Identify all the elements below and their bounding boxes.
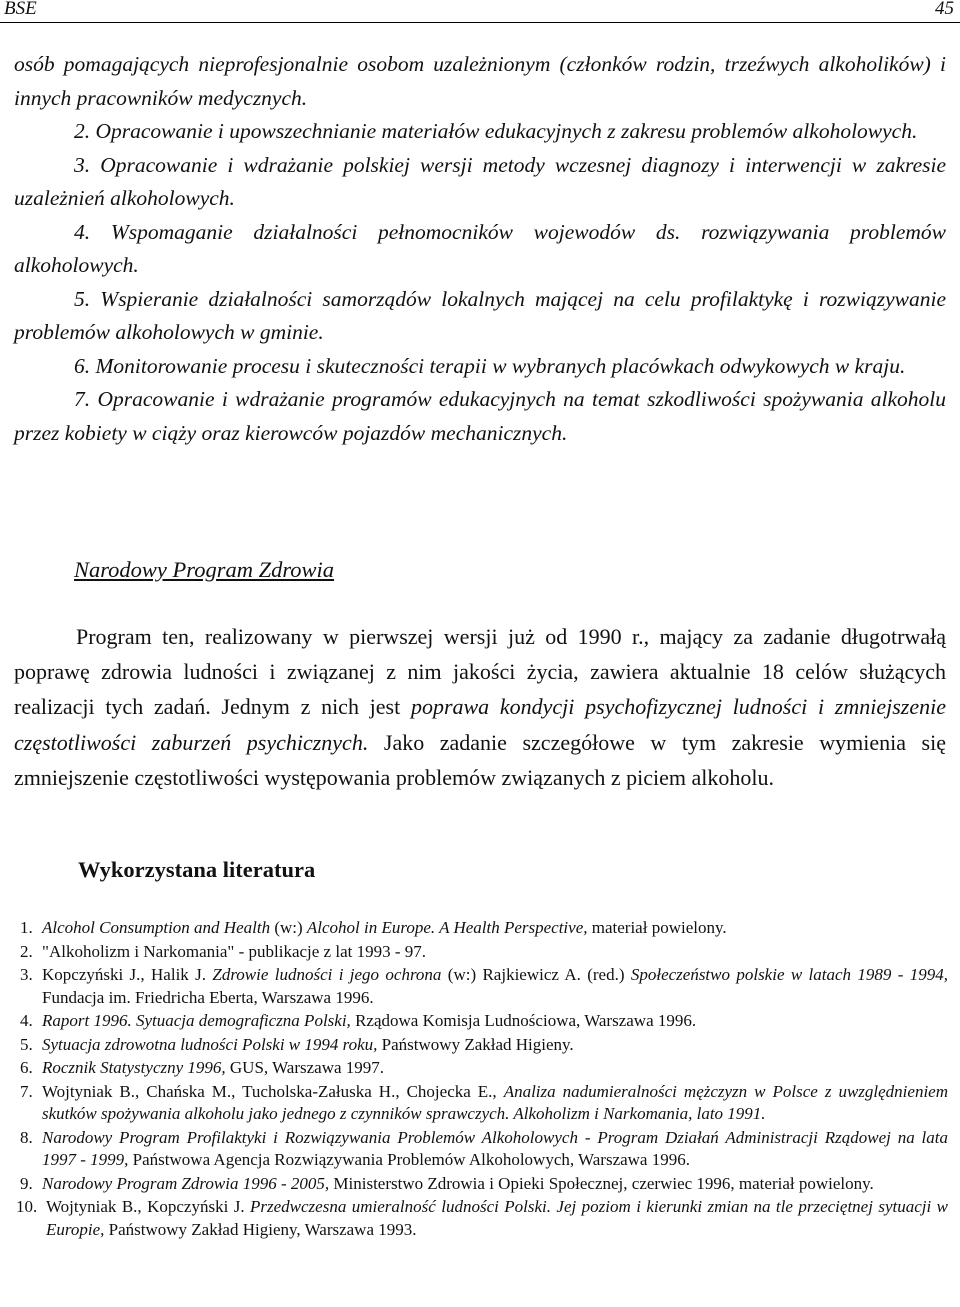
reference-text: Raport 1996. Sytuacja demograficzna Polski,: [42, 1011, 351, 1030]
running-header: [0, 0, 960, 23]
item-number: 6.: [74, 353, 91, 378]
reference-text: Społeczeństwo polskie w latach 1989 - 1994,: [630, 965, 948, 984]
header-journal: BSE: [4, 0, 37, 19]
reference-text: Alcohol Consumption and Health: [42, 918, 271, 937]
reference-item: [20, 941, 948, 964]
reference-text: Fundacja im. Friedricha Eberta, Warszawa 1996.: [42, 987, 374, 1007]
list-item: [14, 149, 946, 216]
reference-text: (w:): [270, 918, 307, 937]
reference-item: [20, 1034, 948, 1057]
reference-number: 2.: [20, 941, 33, 961]
item-text: Wspomaganie działalności pełnomocników wojewodów ds. rozwiązywania problemów alkoholowych.: [14, 219, 947, 277]
reference-text: (w:) Rajkiewicz A. (red.): [441, 965, 631, 984]
reference-item: [20, 1127, 948, 1172]
reference-number: 8.: [20, 1127, 33, 1147]
reference-item: [20, 1057, 948, 1080]
item-text: Opracowanie i wdrażanie programów edukacyjnych na temat szkodliwości spożywania alkoholu przez kobiety w ciąży oraz kierowców pojazdów mechanicznych.: [14, 387, 947, 445]
reference-text: "Alkoholizm i Narkomania" - publikacje z lat 1993 - 97.: [42, 941, 427, 961]
item-number: 3.: [74, 152, 91, 177]
reference-text: Państwowy Zakład Higieny.: [377, 1034, 574, 1054]
item-text: Wspieranie działalności samorządów lokalnych mającej na celu profilaktykę i rozwiązywanie problemów alkoholowych w gminie.: [14, 286, 946, 344]
reference-text: Przedwczesna umieralność ludności Polski. Jej poziom i kierunki zmian na tle przeciętnej sytuacji w Europie,: [46, 1197, 948, 1239]
item-number: 7.: [74, 387, 91, 411]
section-heading-npz: Narodowy Program Zdrowia: [74, 557, 335, 582]
reference-text: Rocznik Statystyczny 1996,: [42, 1058, 226, 1077]
list-item: [14, 350, 946, 384]
reference-item: [16, 1196, 948, 1241]
reference-text: Państwowa Agencja Rozwiązywania Problemów Alkoholowych, Warszawa 1996.: [128, 1150, 690, 1169]
reference-number: 4.: [20, 1011, 33, 1030]
reference-text: Ministerstwo Zdrowia i Opieki Społecznej, czerwiec 1996, materiał powielony.: [329, 1173, 874, 1193]
reference-number: 10.: [16, 1197, 38, 1216]
reference-text: Wojtyniak B., Chańska M., Tucholska-Załuska H., Chojecka E.,: [42, 1081, 504, 1101]
list-continuation: osób pomagających nieprofesjonalnie osobom uzależnionym (członków rodzin, trzeźwych alkoholików) i innych pracowników medycznych.: [14, 52, 946, 110]
item-number: 4.: [74, 219, 91, 244]
item-text: Opracowanie i wdrażanie polskiej wersji metody wczesnej diagnozy i interwencji w zakresie uzależnień alkoholowych.: [14, 152, 947, 210]
item-number: 2.: [74, 119, 91, 143]
reference-text: Analiza nadumieralności mężczyzn w Polsce z uwzględnieniem skutków spożywania alkoholu jako jednego z czynników sprawczych. Alkoholizm i Narkomania, lato 1991.: [42, 1081, 948, 1123]
list-item: [14, 283, 946, 350]
list-item: [14, 115, 946, 149]
reference-text: Zdrowie ludności i jego ochrona: [212, 965, 442, 984]
paragraph-emphasis: poprawa kondycji psychofizycznej ludności i zmniejszenie częstotliwości zaburzeń psychicznych.: [14, 694, 946, 755]
reference-number: 6.: [20, 1058, 33, 1077]
reference-item: [20, 1010, 948, 1033]
list-item: [14, 216, 946, 283]
page-number: 45: [935, 0, 954, 19]
reference-text: Narodowy Program Profilaktyki i Rozwiązywania Problemów Alkoholowych - Program Działań Administracji Rządowej na lata 1997 - 1999,: [42, 1127, 948, 1169]
item-number: 5.: [74, 286, 91, 311]
body-paragraph: [14, 619, 946, 795]
paragraph-text: Jako zadanie szczegółowe w tym zakresie wymienia się zmniejszenie częstotliwości występowania problemów związanych z piciem alkoholu.: [14, 729, 946, 790]
reference-text: Sytuacja zdrowotna ludności Polski w 1994 roku,: [42, 1034, 378, 1054]
reference-item: [20, 917, 948, 940]
reference-text: Wojtyniak B., Kopczyński J.: [46, 1197, 251, 1216]
item-text: Monitorowanie procesu i skuteczności terapii w wybranych placówkach odwykowych w kraju.: [95, 353, 906, 378]
reference-item: [20, 1081, 948, 1126]
paragraph-text: Program ten, realizowany w pierwszej wersji już od 1990 r., mający za zadanie długotrwałą poprawę zdrowia ludności i związanej z nim jakości życia, zawiera aktualnie 18 celów służących realizacji tych zadań. Jednym z nich jest: [14, 624, 946, 720]
reference-item: [20, 964, 948, 1009]
tasks-list: [14, 48, 946, 450]
reference-text: Państwowy Zakład Higieny, Warszawa 1993.: [104, 1219, 417, 1239]
reference-text: Narodowy Program Zdrowia 1996 - 2005,: [42, 1173, 330, 1193]
reference-number: 3.: [20, 965, 33, 984]
reference-text: Alcohol in Europe. A Health Perspective,: [306, 918, 588, 937]
list-item: [14, 383, 946, 450]
item-text: Opracowanie i upowszechnianie materiałów edukacyjnych z zakresu problemów alkoholowych.: [95, 119, 918, 143]
section-body-npz: [14, 619, 946, 795]
reference-item: [20, 1173, 948, 1196]
reference-text: Rządowa Komisja Ludnościowa, Warszawa 1996.: [350, 1011, 697, 1030]
reference-text: materiał powielony.: [587, 918, 727, 937]
reference-text: Kopczyński J., Halik J.: [42, 965, 213, 984]
reference-text: GUS, Warszawa 1997.: [225, 1058, 385, 1077]
section-heading-literature: Wykorzystana literatura: [78, 857, 316, 882]
reference-number: 7.: [20, 1081, 33, 1101]
reference-number: 9.: [20, 1173, 33, 1193]
reference-number: 1.: [20, 918, 33, 937]
reference-number: 5.: [20, 1034, 33, 1054]
reference-list: [16, 917, 948, 1242]
